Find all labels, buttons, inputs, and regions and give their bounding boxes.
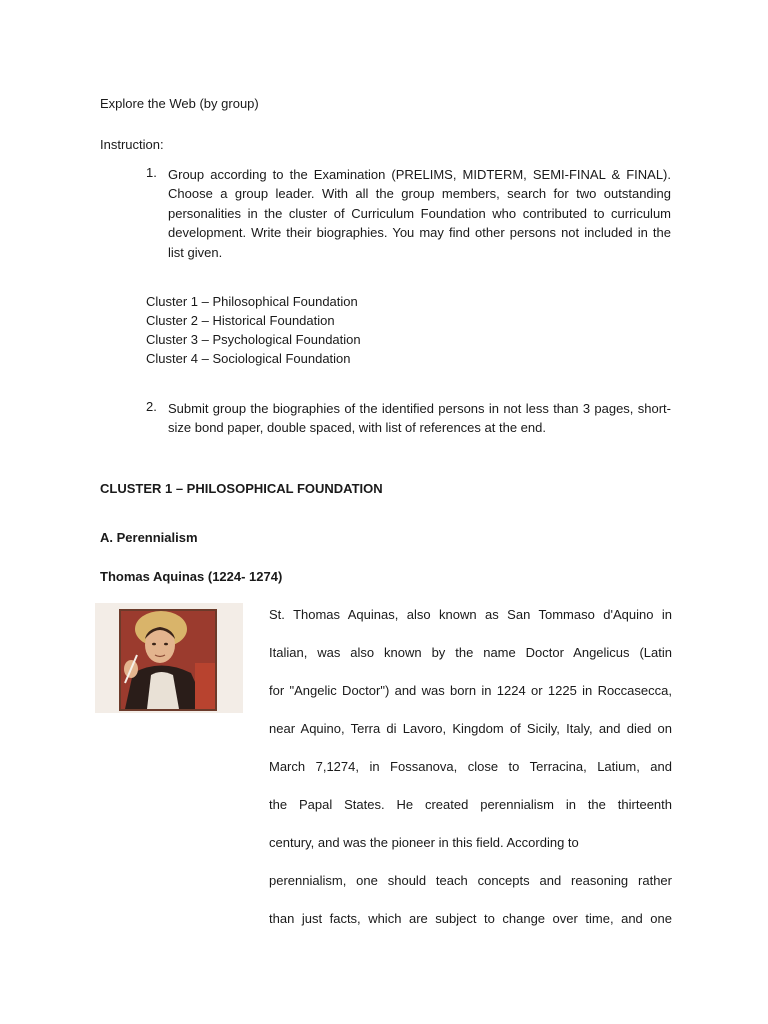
item-2-number: 2. bbox=[146, 399, 157, 414]
portrait-image bbox=[95, 603, 243, 713]
biography-line: century, and was the pioneer in this field. According to bbox=[269, 835, 579, 850]
cluster-item: Cluster 2 – Historical Foundation bbox=[146, 313, 335, 328]
person-heading: Thomas Aquinas (1224- 1274) bbox=[100, 569, 283, 584]
section-heading: CLUSTER 1 – PHILOSOPHICAL FOUNDATION bbox=[100, 481, 383, 496]
biography-line: Italian, was also known by the name Doctor Angelicus (Latin bbox=[269, 645, 672, 660]
biography-line: March 7,1274, in Fossanova, close to Terracina, Latium, and bbox=[269, 759, 672, 774]
cluster-item: Cluster 1 – Philosophical Foundation bbox=[146, 294, 358, 309]
biography-line: than just facts, which are subject to change over time, and one bbox=[269, 911, 672, 926]
item-1-number: 1. bbox=[146, 165, 157, 180]
item-1-text: Group according to the Examination (PRELIMS, MIDTERM, SEMI-FINAL & FINAL). Choose a group leader. With all the group members, search for two outstanding personalities in the cluster of Curriculum Foundation who contributed to curriculum development. Write their biographies. You may find other persons not included in the list given. bbox=[168, 167, 671, 260]
cluster-list bbox=[146, 292, 446, 368]
biography-line: near Aquino, Terra di Lavoro, Kingdom of Sicily, Italy, and died on bbox=[269, 721, 672, 736]
item-2-text: Submit group the biographies of the identified persons in not less than 3 pages, short-size bond paper, double spaced, with list of references at the end. bbox=[168, 401, 671, 436]
biography-paragraph bbox=[269, 606, 672, 948]
biography-line: perennialism, one should teach concepts and reasoning rather bbox=[269, 873, 672, 888]
document-title: Explore the Web (by group) bbox=[100, 96, 259, 111]
biography-line: St. Thomas Aquinas, also known as San Tommaso d'Aquino in bbox=[269, 607, 672, 622]
biography-line: for "Angelic Doctor") and was born in 1224 or 1225 in Roccasecca, bbox=[269, 683, 672, 698]
instruction-label: Instruction: bbox=[100, 137, 164, 152]
biography-line: the Papal States. He created perennialism in the thirteenth bbox=[269, 797, 672, 812]
portrait-illustration bbox=[95, 603, 243, 713]
subheading: A. Perennialism bbox=[100, 530, 198, 545]
cluster-item: Cluster 4 – Sociological Foundation bbox=[146, 351, 351, 366]
cluster-item: Cluster 3 – Psychological Foundation bbox=[146, 332, 361, 347]
